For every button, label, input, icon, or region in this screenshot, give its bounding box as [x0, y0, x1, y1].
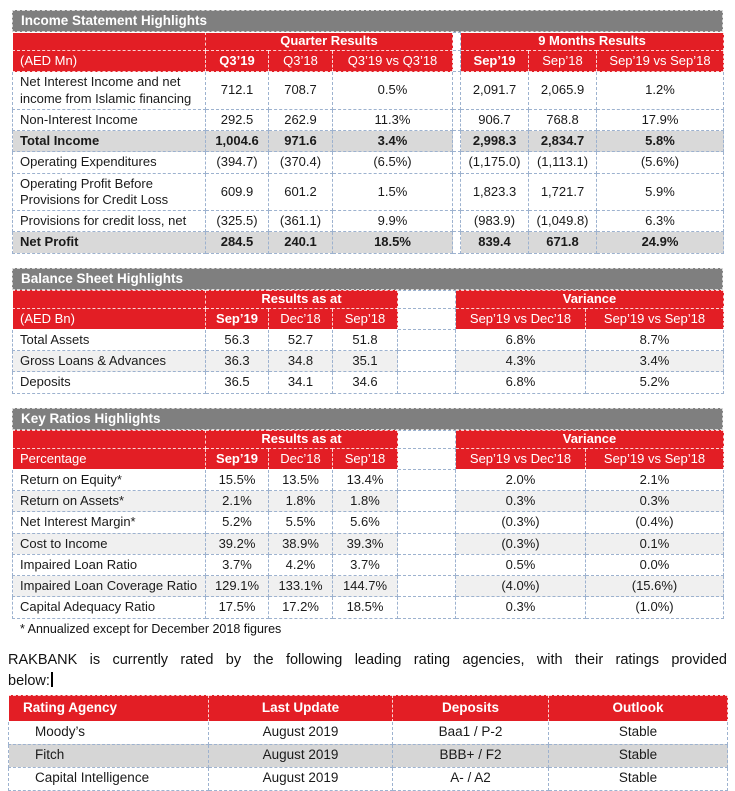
group-header-row: [13, 33, 724, 51]
cell: 0.5%: [456, 554, 586, 575]
spacer-cell: [398, 533, 456, 554]
cell: 36.3: [206, 351, 269, 372]
cell: 712.1: [206, 72, 269, 110]
column-header: Dec’18: [269, 448, 333, 469]
cell: 0.3%: [456, 491, 586, 512]
cell: 5.9%: [597, 173, 724, 211]
cell: 17.5%: [206, 597, 269, 618]
cell: (361.1): [269, 211, 333, 232]
cell: 601.2: [269, 173, 333, 211]
cell: (15.6%): [586, 576, 724, 597]
row-label: Operating Profit Before Provisions for Credit Loss: [13, 173, 206, 211]
cell: (0.3%): [456, 512, 586, 533]
cell: 11.3%: [333, 109, 453, 130]
income-statement-section: [12, 10, 723, 254]
cell: 2,065.9: [529, 72, 597, 110]
row-label: Return on Assets*: [13, 491, 206, 512]
spacer-cell: [398, 329, 456, 350]
column-header: Sep’19 vs Sep’18: [586, 308, 724, 329]
spacer-cell: [453, 109, 461, 130]
table-row: [13, 329, 724, 350]
group-header-row: [13, 290, 724, 308]
cell: 17.9%: [597, 109, 724, 130]
cell: 9.9%: [333, 211, 453, 232]
column-header: Dec’18: [269, 308, 333, 329]
cell: 262.9: [269, 109, 333, 130]
cell: 3.4%: [333, 131, 453, 152]
table-row: [9, 767, 728, 790]
cell: 768.8: [529, 109, 597, 130]
cell: Stable: [549, 767, 728, 790]
ratings-section: [8, 650, 727, 791]
column-header: Sep’19: [461, 51, 529, 72]
spacer-cell: [453, 211, 461, 232]
cell: 1.2%: [597, 72, 724, 110]
table-row: [13, 491, 724, 512]
text-cursor: [51, 672, 53, 687]
cell: 906.7: [461, 109, 529, 130]
row-label: Deposits: [13, 372, 206, 393]
cell: 5.8%: [597, 131, 724, 152]
group-header: 9 Months Results: [461, 33, 724, 51]
table-row-total: [13, 131, 724, 152]
cell: August 2019: [209, 744, 393, 767]
table-row: [13, 533, 724, 554]
balance-sheet-table: [12, 290, 724, 394]
column-header: Rating Agency: [9, 695, 209, 721]
cell: 2.0%: [456, 469, 586, 490]
cell: 129.1%: [206, 576, 269, 597]
cell: 2,091.7: [461, 72, 529, 110]
cell: 24.9%: [597, 232, 724, 253]
key-ratios-section: [12, 408, 723, 636]
cell: A- / A2: [393, 767, 549, 790]
spacer-cell: [398, 597, 456, 618]
column-header-row: [9, 695, 728, 721]
cell: 1.8%: [333, 491, 398, 512]
rating-agency: Moody’s: [9, 721, 209, 744]
ratings-intro-line2: below:: [8, 672, 50, 689]
row-label: Net Profit: [13, 232, 206, 253]
column-header: Sep’18: [333, 448, 398, 469]
cell: 609.9: [206, 173, 269, 211]
ratings-table: [8, 695, 728, 791]
cell: (370.4): [269, 152, 333, 173]
cell: 5.5%: [269, 512, 333, 533]
cell: 18.5%: [333, 232, 453, 253]
cell: 6.3%: [597, 211, 724, 232]
table-row: [13, 512, 724, 533]
balance-sheet-section: [12, 268, 723, 394]
column-header: Q3’19: [206, 51, 269, 72]
cell: 0.3%: [586, 491, 724, 512]
spacer-cell: [453, 232, 461, 253]
cell: (0.3%): [456, 533, 586, 554]
cell: 3.4%: [586, 351, 724, 372]
group-header: Quarter Results: [206, 33, 453, 51]
cell: 5.2%: [586, 372, 724, 393]
group-header: Results as at: [206, 430, 398, 448]
unit-label: Percentage: [13, 448, 206, 469]
cell: (1,049.8): [529, 211, 597, 232]
cell: 2.1%: [206, 491, 269, 512]
column-header-row: [13, 448, 724, 469]
spacer-cell: [398, 351, 456, 372]
cell: 1,004.6: [206, 131, 269, 152]
row-label: Net Interest Income and net income from Islamic financing: [13, 72, 206, 110]
table-row: [13, 72, 724, 110]
column-header-row: [13, 308, 724, 329]
cell: 1,823.3: [461, 173, 529, 211]
column-header: Sep’19 vs Sep’18: [597, 51, 724, 72]
column-header: Sep’18: [529, 51, 597, 72]
cell: 1.8%: [269, 491, 333, 512]
cell: 240.1: [269, 232, 333, 253]
spacer-cell: [453, 173, 461, 211]
column-header: Deposits: [393, 695, 549, 721]
cell: 971.6: [269, 131, 333, 152]
cell: 4.3%: [456, 351, 586, 372]
cell: August 2019: [209, 767, 393, 790]
empty-cell: [13, 33, 206, 51]
row-label: Cost to Income: [13, 533, 206, 554]
group-header-row: [13, 430, 724, 448]
column-header: Sep’19 vs Dec’18: [456, 308, 586, 329]
income-statement-table: [12, 32, 724, 254]
cell: 38.9%: [269, 533, 333, 554]
row-label: Gross Loans & Advances: [13, 351, 206, 372]
column-header: Sep’19 vs Sep’18: [586, 448, 724, 469]
cell: 39.2%: [206, 533, 269, 554]
row-label: Return on Equity*: [13, 469, 206, 490]
spacer-cell: [398, 290, 456, 308]
table-row: [13, 211, 724, 232]
cell: 2.1%: [586, 469, 724, 490]
spacer-cell: [398, 308, 456, 329]
spacer-cell: [453, 72, 461, 110]
cell: (325.5): [206, 211, 269, 232]
cell: 34.1: [269, 372, 333, 393]
cell: 18.5%: [333, 597, 398, 618]
cell: 5.6%: [333, 512, 398, 533]
cell: 56.3: [206, 329, 269, 350]
balance-sheet-title: Balance Sheet Highlights: [12, 268, 723, 290]
cell: 144.7%: [333, 576, 398, 597]
column-header: Q3’19 vs Q3’18: [333, 51, 453, 72]
column-header: Q3’18: [269, 51, 333, 72]
cell: 0.1%: [586, 533, 724, 554]
cell: 51.8: [333, 329, 398, 350]
cell: 2,998.3: [461, 131, 529, 152]
table-row: [13, 554, 724, 575]
ratings-intro-paragraph[interactable]: [8, 650, 727, 692]
cell: 13.4%: [333, 469, 398, 490]
table-row: [13, 597, 724, 618]
row-label: Impaired Loan Ratio: [13, 554, 206, 575]
column-header: Sep’19: [206, 308, 269, 329]
cell: (0.4%): [586, 512, 724, 533]
cell: 13.5%: [269, 469, 333, 490]
spacer-cell: [398, 576, 456, 597]
row-label: Net Interest Margin*: [13, 512, 206, 533]
column-header-row: [13, 51, 724, 72]
table-row: [13, 152, 724, 173]
row-label: Operating Expenditures: [13, 152, 206, 173]
unit-label: (AED Mn): [13, 51, 206, 72]
cell: Baa1 / P-2: [393, 721, 549, 744]
cell: Stable: [549, 744, 728, 767]
cell: 8.7%: [586, 329, 724, 350]
ratings-intro-line1: RAKBANK is currently rated by the following leading rating agencies, with their ratings provided: [8, 651, 727, 668]
table-row: [9, 721, 728, 744]
rating-agency: Capital Intelligence: [9, 767, 209, 790]
spacer-cell: [453, 152, 461, 173]
cell: Stable: [549, 721, 728, 744]
cell: 15.5%: [206, 469, 269, 490]
column-header: Sep’19: [206, 448, 269, 469]
cell: 35.1: [333, 351, 398, 372]
cell: 3.7%: [333, 554, 398, 575]
cell: 2,834.7: [529, 131, 597, 152]
table-row-total: [13, 232, 724, 253]
cell: 0.5%: [333, 72, 453, 110]
spacer-cell: [398, 372, 456, 393]
cell: August 2019: [209, 721, 393, 744]
column-header: Sep’19 vs Dec’18: [456, 448, 586, 469]
spacer-cell: [398, 491, 456, 512]
rating-agency: Fitch: [9, 744, 209, 767]
spacer-cell: [453, 131, 461, 152]
key-ratios-table: [12, 430, 724, 619]
cell: (1,113.1): [529, 152, 597, 173]
cell: 6.8%: [456, 372, 586, 393]
table-row: [13, 372, 724, 393]
cell: 292.5: [206, 109, 269, 130]
cell: 34.6: [333, 372, 398, 393]
unit-label: (AED Bn): [13, 308, 206, 329]
cell: 1.5%: [333, 173, 453, 211]
row-label: Capital Adequacy Ratio: [13, 597, 206, 618]
empty-cell: [13, 430, 206, 448]
cell: 5.2%: [206, 512, 269, 533]
row-label: Total Income: [13, 131, 206, 152]
cell: 839.4: [461, 232, 529, 253]
cell: 6.8%: [456, 329, 586, 350]
empty-cell: [13, 290, 206, 308]
cell: (4.0%): [456, 576, 586, 597]
spacer-cell: [398, 430, 456, 448]
column-header: Last Update: [209, 695, 393, 721]
row-label: Total Assets: [13, 329, 206, 350]
column-header: Outlook: [549, 695, 728, 721]
cell: 708.7: [269, 72, 333, 110]
ratios-footnote: * Annualized except for December 2018 figures: [20, 621, 282, 636]
column-header: Sep’18: [333, 308, 398, 329]
table-row: [9, 744, 728, 767]
spacer-cell: [398, 512, 456, 533]
cell: 1,721.7: [529, 173, 597, 211]
cell: 671.8: [529, 232, 597, 253]
cell: 34.8: [269, 351, 333, 372]
cell: 36.5: [206, 372, 269, 393]
group-header: Results as at: [206, 290, 398, 308]
spacer-cell: [453, 51, 461, 72]
cell: 0.0%: [586, 554, 724, 575]
cell: 52.7: [269, 329, 333, 350]
cell: (1.0%): [586, 597, 724, 618]
cell: (5.6%): [597, 152, 724, 173]
cell: (1,175.0): [461, 152, 529, 173]
cell: (983.9): [461, 211, 529, 232]
row-label: Non-Interest Income: [13, 109, 206, 130]
spacer-cell: [398, 448, 456, 469]
group-header: Variance: [456, 290, 724, 308]
group-header: Variance: [456, 430, 724, 448]
spacer-cell: [453, 33, 461, 51]
table-row: [13, 173, 724, 211]
table-row: [13, 576, 724, 597]
cell: 133.1%: [269, 576, 333, 597]
row-label: Provisions for credit loss, net: [13, 211, 206, 232]
cell: (6.5%): [333, 152, 453, 173]
spacer-cell: [398, 469, 456, 490]
cell: 17.2%: [269, 597, 333, 618]
cell: 39.3%: [333, 533, 398, 554]
cell: BBB+ / F2: [393, 744, 549, 767]
cell: 3.7%: [206, 554, 269, 575]
table-row: [13, 109, 724, 130]
income-statement-title: Income Statement Highlights: [12, 10, 723, 32]
table-row: [13, 469, 724, 490]
cell: 0.3%: [456, 597, 586, 618]
cell: 4.2%: [269, 554, 333, 575]
table-row: [13, 351, 724, 372]
key-ratios-title: Key Ratios Highlights: [12, 408, 723, 430]
spacer-cell: [398, 554, 456, 575]
cell: 284.5: [206, 232, 269, 253]
cell: (394.7): [206, 152, 269, 173]
row-label: Impaired Loan Coverage Ratio: [13, 576, 206, 597]
